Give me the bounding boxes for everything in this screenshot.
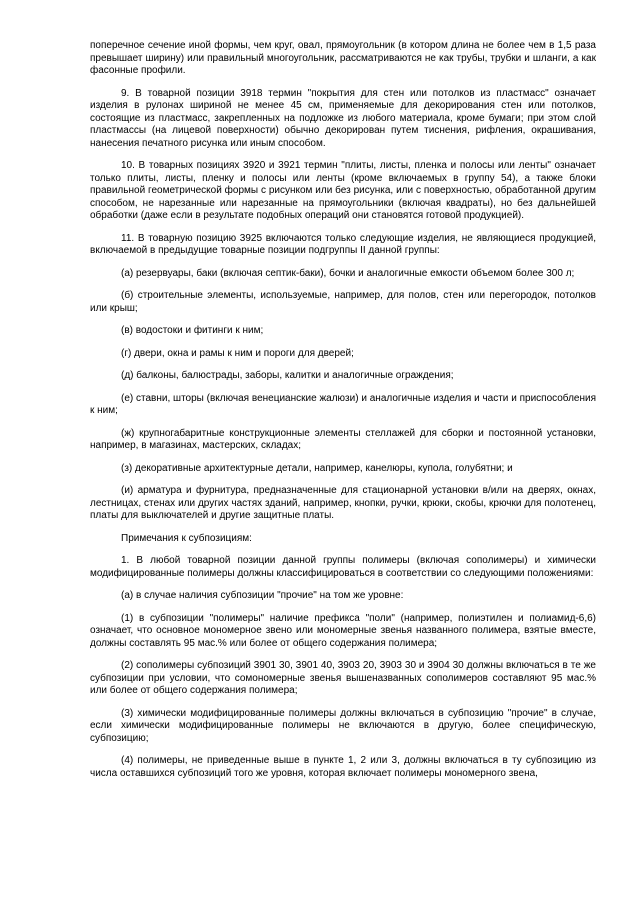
- subnote-1-item-2: (2) сополимеры субпозиций 3901 30, 3901 40, 3903 20, 3903 30 и 3904 30 должны включаться в те же субпозиции при условии, что сомономерные звенья вышеназванных сополимеров составляют 95 мас.% или более от общего содержания полимера;: [90, 660, 596, 696]
- subnote-1-item-1: (1) в субпозиции "полимеры" наличие префикса "поли" (например, полиэтилен и полиамид-6,6) означает, что основное мономерное звено или мономерные звенья названного полимера, взятые вместе, должны составлять 95 мас.% или более от общего содержания полимера;: [90, 612, 596, 649]
- subnote-1: 1. В любой товарной позиции данной группы полимеры (включая сополимеры) и химически модифицированные полимеры должны классифицироваться в соответствии со следующими положениями:: [90, 555, 596, 579]
- paragraph-continuation: поперечное сечение иной формы, чем круг, овал, прямоугольник (в котором длина не более чем в 1,5 раза превышает ширину) или правильный многоугольник, рассматриваются не как трубы, трубки и шланги, а как фасонные профили.: [90, 40, 596, 76]
- note-11-item-b: (б) строительные элементы, используемые, например, для полов, стен или перегородок, потолков или крыш;: [90, 290, 596, 314]
- document-page: [90, 40, 596, 790]
- note-11-item-v: (в) водостоки и фитинги к ним;: [121, 325, 264, 336]
- note-9: 9. В товарной позиции 3918 термин "покрытия для стен или потолков из пластмасс" означает изделия в рулонах шириной не менее 45 см, применяемые для декорирования стен или потолков, состоящие из пластмасс, закрепленных на подложке из любого материала, кроме бумаги; при этом слой пластмассы (на лицевой поверхности) обычно декорирован путем тиснения, рифления, окрашивания, нанесения печатного рисунка или иным способом.: [90, 87, 596, 149]
- subnote-1-item-3: (3) химически модифицированные полимеры должны включаться в субпозицию "прочие" в случае, если химически модифицированные полимеры не включаются в другую, более специфическую, субпозицию;: [90, 707, 596, 744]
- subheading-notes: Примечания к субпозициям:: [121, 532, 252, 544]
- note-10: 10. В товарных позициях 3920 и 3921 термин "плиты, листы, пленка и полосы или ленты" означает только плиты, листы, пленку и полосы или ленты (кроме включаемых в группу 54), а также блоки правильной геометрической формы с рисунком или без рисунка, или с поверхностью, обработанной другим способом, не нарезанные или нарезанные на прямоугольники (включая квадраты), но без дальнейшей обработки (даже если в результате подобных операций они становятся готовой продукцией).: [90, 160, 596, 221]
- note-11-item-e: (е) ставни, шторы (включая венецианские жалюзи) и аналогичные изделия и части и приспособления к ним;: [90, 392, 596, 416]
- note-11-item-i: (и) арматура и фурнитура, предназначенные для стационарной установки в/или на дверях, окнах, лестницах, стенах или других частях зданий, например, кнопки, ручки, крюки, скобы, крючки для полотенец, платы для выключателей и другие защитные платы.: [90, 485, 596, 521]
- note-11-item-g: (г) двери, окна и рамы к ним и пороги для дверей;: [121, 347, 354, 359]
- note-11-item-a: (а) резервуары, баки (включая септик-баки), бочки и аналогичные емкости объемом более 300 л;: [121, 267, 575, 279]
- note-11: 11. В товарную позицию 3925 включаются только следующие изделия, не являющиеся продукцией, включаемой в предыдущие товарные позиции подгруппы II данной группы:: [90, 232, 596, 256]
- note-11-item-zh: (ж) крупногабаритные конструкционные элементы стеллажей для сборки и постоянной установки, например, в магазинах, мастерских, складах;: [90, 427, 596, 451]
- subnote-1-item-a: (а) в случае наличия субпозиции "прочие" на том же уровне:: [121, 590, 404, 601]
- note-11-item-d: (д) балконы, балюстрады, заборы, калитки и аналогичные ограждения;: [121, 370, 454, 381]
- subnote-1-item-4: (4) полимеры, не приведенные выше в пункте 1, 2 или 3, должны включаться в ту субпозицию из числа оставшихся субпозиций того же уровня, которая включает полимеры мономерного звена,: [90, 755, 596, 779]
- note-11-item-z: (з) декоративные архитектурные детали, например, канелюры, купола, голубятни; и: [121, 462, 513, 474]
